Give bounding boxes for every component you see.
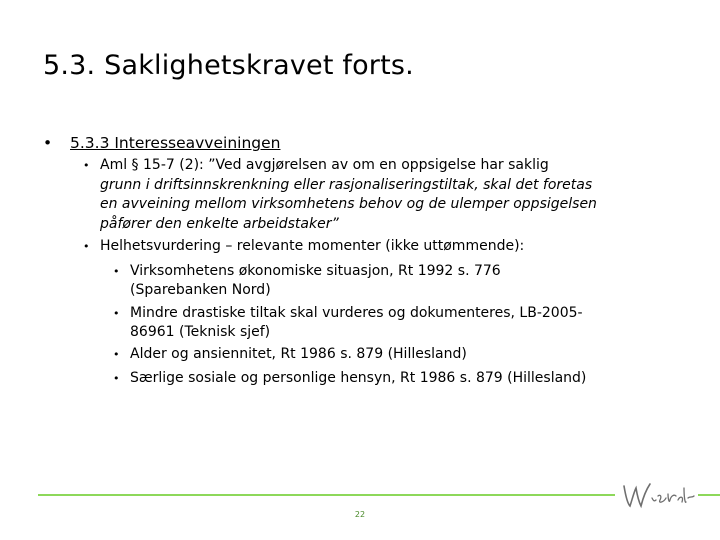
bullet-icon: •	[113, 348, 120, 361]
page-number: 22	[354, 510, 366, 519]
slide-title: 5.3. Saklighetskravet forts.	[43, 50, 414, 81]
bullet-icon: •	[113, 307, 120, 320]
factor-text: 86961 (Teknisk sjef)	[130, 324, 271, 340]
bullet-icon: •	[113, 372, 120, 385]
footer-divider	[698, 494, 720, 496]
factor-text: Mindre drastiske tiltak skal vurderes og dokumenteres, LB-2005-	[130, 305, 583, 321]
law-quote-line: Aml § 15-7 (2): ”Ved avgjørelsen av om en oppsigelse har saklig	[100, 157, 549, 173]
wiersholm-logo	[620, 478, 696, 512]
factor-text: Alder og ansiennitet, Rt 1986 s. 879 (Hillesland)	[130, 346, 467, 362]
factor-text: Virksomhetens økonomiske situasjon, Rt 1992 s. 776	[130, 263, 501, 279]
overall-assessment-text: Helhetsvurdering – relevante momenter (ikke uttømmende):	[100, 238, 525, 254]
law-quote-line: grunn i driftsinnskrenkning eller rasjonaliseringstiltak, skal det foretas	[100, 177, 593, 193]
law-quote-line: påfører den enkelte arbeidstaker”	[100, 216, 339, 232]
bullet-icon: •	[43, 134, 53, 152]
bullet-icon: •	[83, 240, 90, 253]
bullet-icon: •	[113, 265, 120, 278]
bullet-icon: •	[83, 159, 90, 172]
footer-divider	[38, 494, 615, 496]
section-heading: 5.3.3 Interesseavveiningen	[70, 134, 281, 152]
law-quote-line: en avveining mellom virksomhetens behov og de ulemper oppsigelsen	[100, 196, 597, 212]
factor-text: (Sparebanken Nord)	[130, 282, 271, 298]
factor-text: Særlige sosiale og personlige hensyn, Rt 1986 s. 879 (Hillesland)	[130, 370, 587, 386]
